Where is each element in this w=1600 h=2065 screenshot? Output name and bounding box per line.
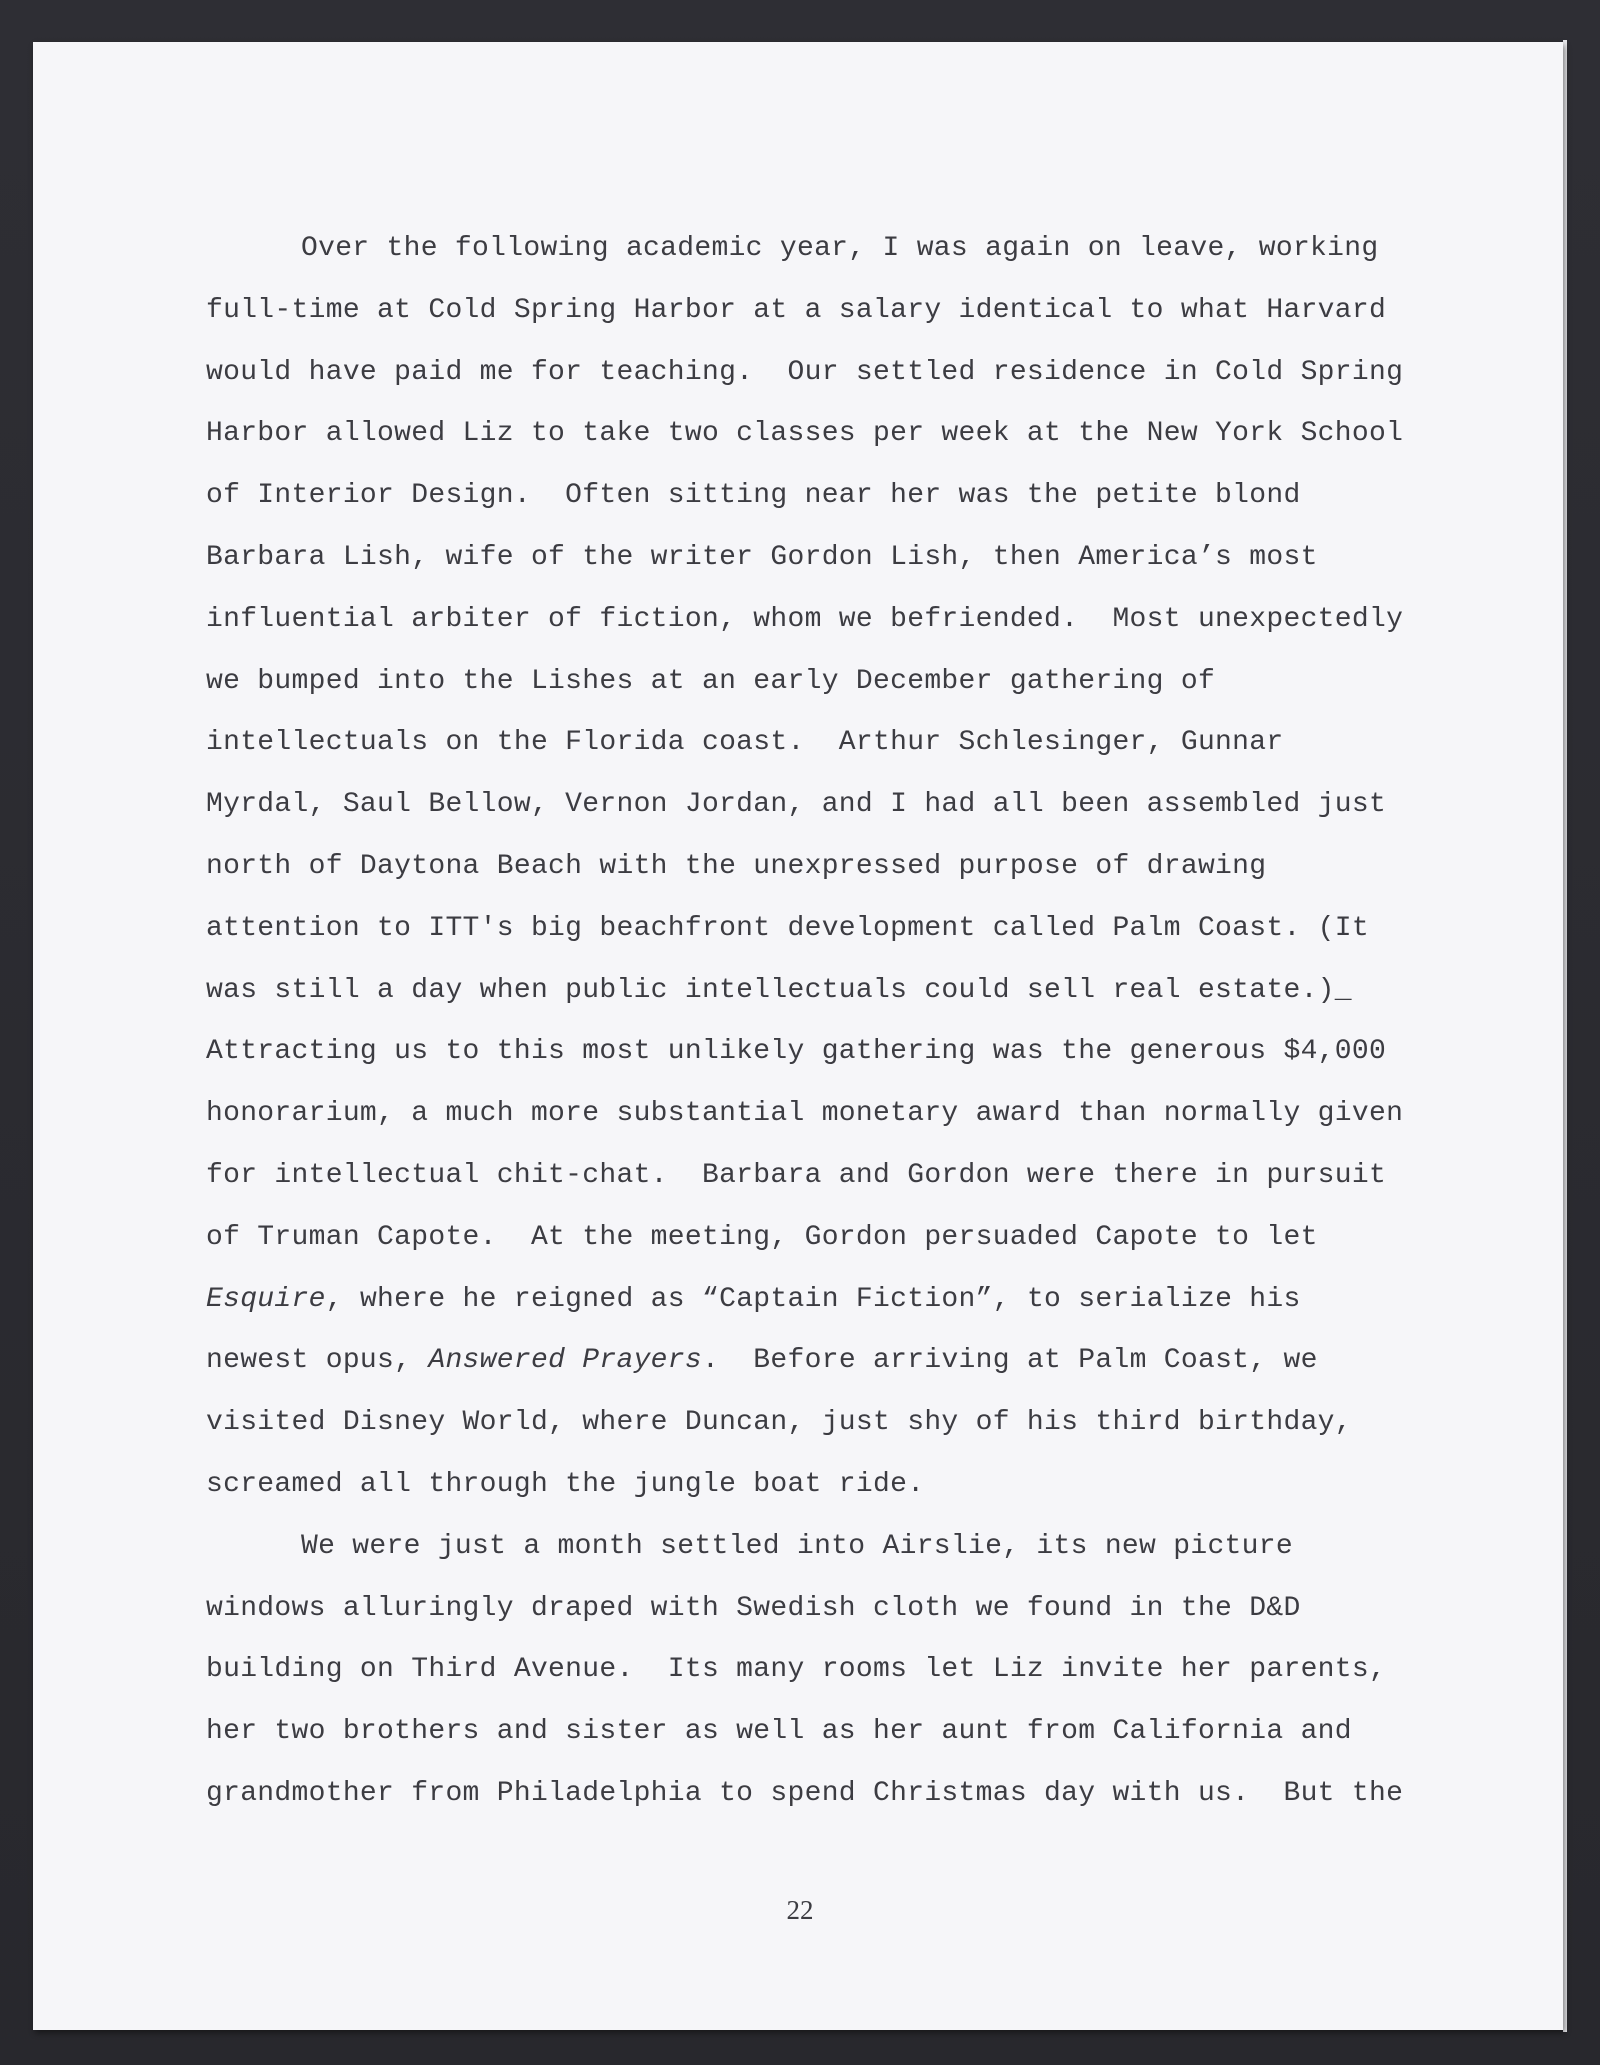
text-line: Over the following academic year, I was again on leave, working (301, 233, 1379, 264)
text-line (206, 1269, 1396, 1331)
text-span: newest opus, (206, 1345, 429, 1377)
italic-title: Esquire (206, 1283, 326, 1315)
text-line: was still a day when public intellectuals could sell real estate.)_ (206, 974, 1352, 1006)
text-line: her two brothers and sister as well as her aunt from California and (206, 1716, 1352, 1748)
text-line: of Interior Design. Often sitting near her was the petite blond (206, 480, 1301, 512)
text-line: windows alluringly draped with Swedish cloth we found in the D&D (206, 1592, 1301, 1624)
text-line: building on Third Avenue. Its many rooms let Liz invite her parents, (206, 1654, 1387, 1686)
text-line: grandmother from Philadelphia to spend Christmas day with us. But the (206, 1777, 1404, 1809)
page-number: 22 (786, 1895, 814, 1925)
text-line: Barbara Lish, wife of the writer Gordon Lish, then America’s most (206, 541, 1318, 573)
text-line: We were just a month settled into Airslie, its new picture (301, 1530, 1293, 1562)
text-line: honorarium, a much more substantial monetary award than normally given (206, 1098, 1404, 1130)
text-line: intellectuals on the Florida coast. Arthur Schlesinger, Gunnar (206, 727, 1284, 759)
text-line (206, 1330, 1396, 1392)
text-line: influential arbiter of fiction, whom we befriended. Most unexpectedly (206, 603, 1404, 635)
text-span: . Before arriving at Palm Coast, we (702, 1345, 1318, 1377)
text-line: Attracting us to this most unlikely gathering was the generous $4,000 (206, 1036, 1387, 1068)
text-line: of Truman Capote. At the meeting, Gordon persuaded Capote to let (206, 1221, 1318, 1253)
text-line: we bumped into the Lishes at an early December gathering of (206, 665, 1216, 697)
paragraph-1 (206, 218, 1404, 1516)
text-line: visited Disney World, where Duncan, just shy of his third birthday, (206, 1407, 1352, 1439)
text-line: Harbor allowed Liz to take two classes per week at the New York School (206, 418, 1404, 450)
body-text (206, 218, 1404, 1825)
text-line: for intellectual chit-chat. Barbara and Gordon were there in pursuit (206, 1159, 1387, 1191)
italic-title: Answered Prayers (428, 1345, 702, 1377)
text-line: would have paid me for teaching. Our settled residence in Cold Spring (206, 356, 1404, 388)
text-line: full-time at Cold Spring Harbor at a salary identical to what Harvard (206, 294, 1387, 326)
paragraph-2 (206, 1516, 1404, 1825)
text-line: north of Daytona Beach with the unexpressed purpose of drawing (206, 850, 1267, 882)
paper-edge (1563, 40, 1567, 2032)
text-line: Myrdal, Saul Bellow, Vernon Jordan, and I had all been assembled just (206, 789, 1387, 821)
text-line: screamed all through the jungle boat ride. (206, 1468, 925, 1500)
text-span: , where he reigned as “Captain Fiction”, to serialize his (325, 1283, 1301, 1315)
text-line: attention to ITT's big beachfront development called Palm Coast. (It (206, 912, 1369, 944)
